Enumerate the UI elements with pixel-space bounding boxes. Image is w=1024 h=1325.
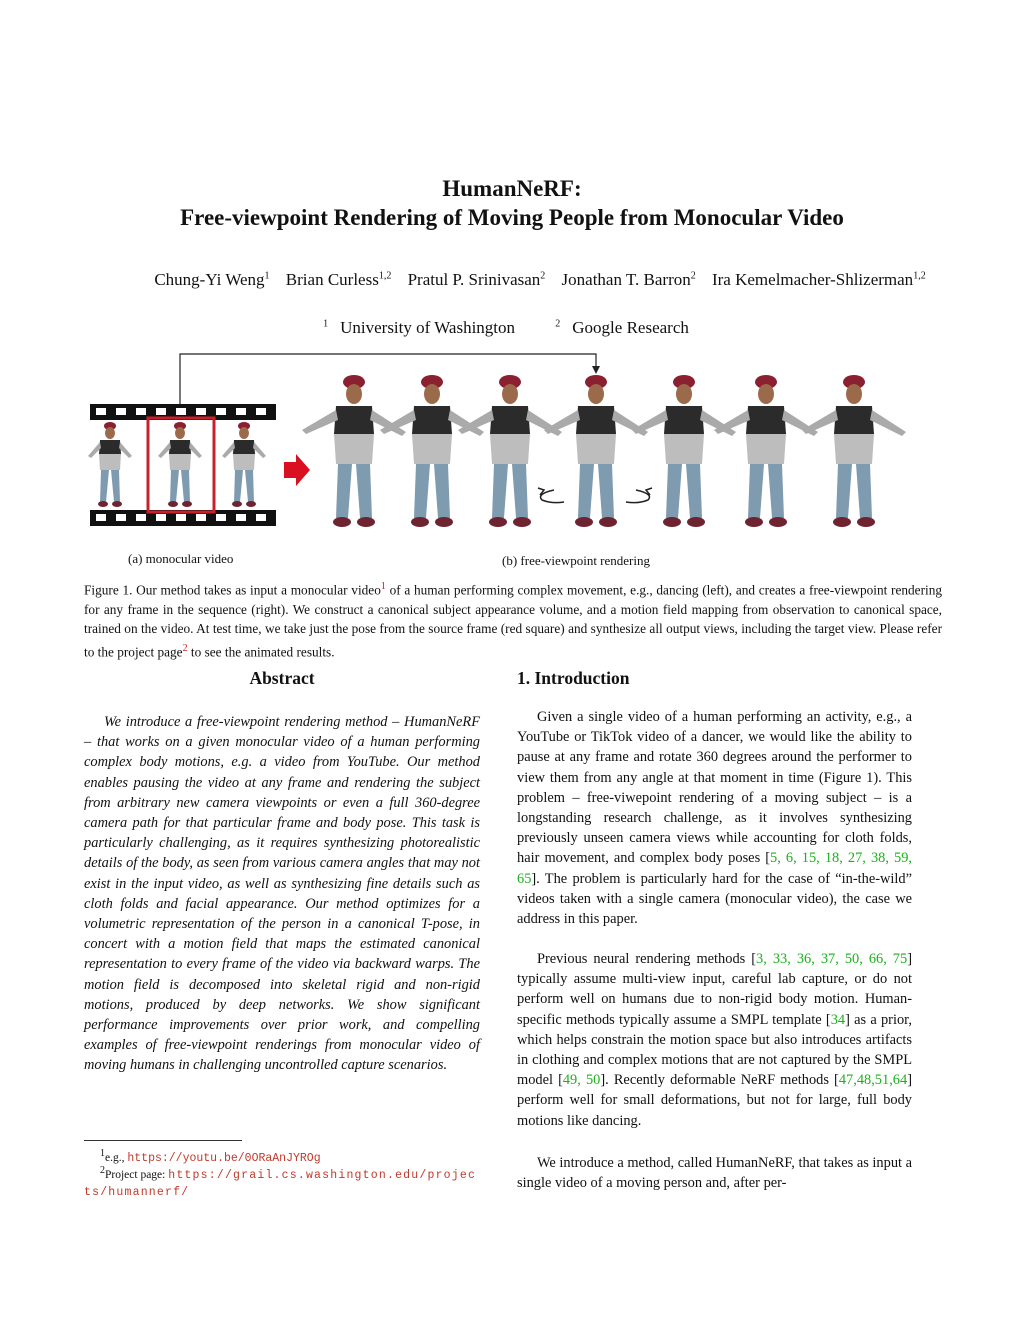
author-list: [60, 270, 1020, 290]
rendered-views: [302, 375, 906, 527]
introduction-heading: 1. Introduction: [517, 668, 630, 688]
paper-title-line1: HumanNeRF:: [442, 176, 582, 201]
intro-paragraph-2: Previous neural rendering methods [3, 33, 36, 37, 50, 66, 75] typically assume multi-view input, careful lab capture, or do not perform well on humans due to non-rigid body motion. Human-specific methods typically assume a SMPL template [34] as a prior, which helps constrain the motion space but also introduces artifacts in clothing and complex motions that are not captured by the SMPL model [49, 50]. Recently deformable NeRF methods [47,48,51,64] perform well for small deformations, but not for large, full body motions like dancing.: [517, 951, 912, 1129]
right-arrow-icon: [284, 454, 310, 486]
rotate-right-icon: [626, 490, 650, 503]
author: Pratul P. Srinivasan$^2$: [407, 270, 546, 289]
connector-arrowhead: [592, 366, 600, 374]
citation-group[interactable]: 5, 6, 15, 18, 27, 38, 59, 65: [517, 850, 912, 887]
footnote-rule: [84, 1140, 242, 1141]
paper-title-line2: Free-viewpoint Rendering of Moving People from Monocular Video: [180, 205, 844, 230]
abstract-body: We introduce a free-viewpoint rendering method – HumanNeRF – that works on a given monocular video of a human performing complex body motions, e.g. a video from YouTube. Our method enables pausing the video at any frame and rendering the subject from arbitrary new camera viewpoints or even a full 360-degree camera path for that particular frame and body pose. This task is particularly challenging, as it requires synthesizing photorealistic details of the body, as seen from various camera angles that may not exist in the input video, as well as synthesizing fine details such as cloth folds and facial appearance. Our method optimizes for a volumetric representation of the person in a canonical T-pose, in concert with a motion field that maps the estimated canonical representation to every frame of the video via backward warps. The motion field is decomposed into skeletal rigid and non-rigid motions, produced by deep networks. We show significant performance improvements over prior work, and compelling examples of free-viewpoint renderings from monocular video of moving humans in challenging uncontrolled capture scenarios.: [84, 714, 480, 1074]
affiliation: $^1$ University of Washington: [323, 318, 516, 337]
author: Chung-Yi Weng$^1$: [154, 270, 270, 289]
film-strip: [88, 404, 276, 526]
intro-paragraph-1: Given a single video of a human performing an activity, e.g., a YouTube or TikTok video of a dancer, we would like the ability to pause at any frame and rotate 360 degrees around the performer to view them from any angle at that moment in time (Figure 1). This problem – free-viwepoint rendering of a moving subject – is a longstanding research challenge, as it involves synthesizing previously unseen camera views while accounting for cloth folds, hair movement, and complex body poses [5, 6, 15, 18, 27, 38, 59, 65]. The problem is particularly hard for the case of “in-the-wild” videos taken with a single camera (monocular video), the case we address in this paper.: [517, 709, 912, 928]
figure-caption: Figure 1. Our method takes as input a monocular video$^1$ of a human performing complex movement, e.g., dancing (left), and creates a free-viewpoint rendering for any frame in the sequence (right). We construct a canonical subject appearance volume, and a motion field mapping from observation to canonical space, trained on the video. At test time, we take just the pose from the source frame (red square) and synthesize all output views, including the target view. Please refer to the project page$^2$ to see the animated results.: [84, 581, 942, 660]
figure-label-a: (a) monocular video: [128, 551, 234, 566]
citation-group[interactable]: 34: [830, 1011, 846, 1028]
affiliation: $^2$ Google Research: [555, 318, 689, 337]
author: Ira Kemelmacher-Shlizerman$^{1,2}$: [711, 270, 926, 289]
author: Brian Curless$^{1,2}$: [285, 270, 392, 289]
footnote-2: $^2$Project page: https://grail.cs.washington.edu/projects/humannerf/: [84, 1165, 477, 1199]
intro-paragraph-3: We introduce a method, called HumanNeRF, that takes as input a single video of a moving person and, after per-: [517, 1155, 912, 1192]
citation-group[interactable]: 47,48,51,64: [838, 1072, 908, 1089]
figure-label-b: (b) free-viewpoint rendering: [502, 553, 650, 568]
footnote-1-link[interactable]: https://youtu.be/0ORaAnJYROg: [127, 1151, 321, 1165]
connector-line: [180, 354, 596, 412]
rotate-left-icon: [541, 490, 565, 503]
author: Jonathan T. Barron$^2$: [561, 270, 696, 289]
abstract-heading: Abstract: [249, 668, 315, 688]
affiliation-list: [0, 318, 1024, 338]
figure-1-illustration: [84, 350, 944, 550]
footnote-1: $^1$e.g., https://youtu.be/0ORaAnJYROg: [100, 1148, 321, 1165]
footnote-2-link[interactable]: https://grail.cs.washington.edu/projects/humannerf/: [84, 1168, 477, 1199]
citation-group[interactable]: 3, 33, 36, 37, 50, 66, 75: [756, 951, 908, 967]
citation-group[interactable]: 49, 50: [562, 1072, 601, 1089]
